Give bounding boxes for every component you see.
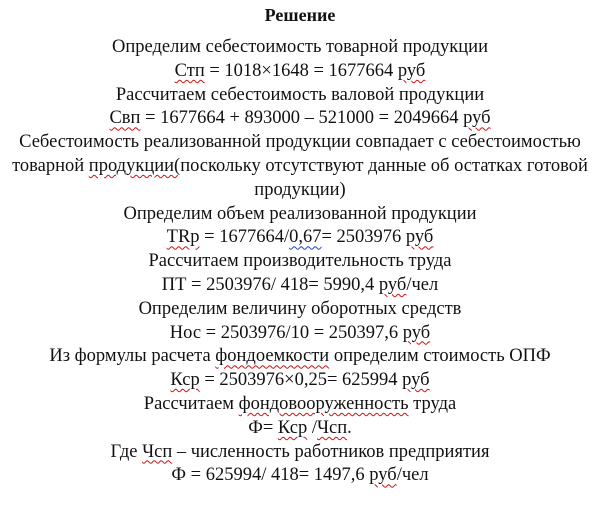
text-line bbox=[0, 250, 600, 273]
text-line bbox=[0, 298, 600, 321]
text-line bbox=[0, 441, 600, 464]
text-run: Ф = 625994/ 418= 1497,6 bbox=[171, 465, 370, 486]
spellcheck-word: 0,67 bbox=[289, 227, 322, 248]
spellcheck-word: продукции( bbox=[88, 156, 181, 176]
text-run: Где bbox=[110, 441, 143, 462]
spellcheck-word: TRр bbox=[166, 227, 200, 248]
text-run: Определим себестоимость товарной продукции bbox=[112, 37, 488, 57]
section-title: Решение bbox=[264, 5, 336, 25]
text-run: / bbox=[307, 417, 318, 438]
text-run: /чел bbox=[406, 275, 439, 295]
spellcheck-word: Свп bbox=[109, 108, 141, 129]
spellcheck-word: руб bbox=[378, 275, 407, 295]
text-line bbox=[0, 60, 600, 83]
spellcheck-word: руб bbox=[402, 322, 431, 343]
text-line bbox=[0, 345, 600, 368]
spellcheck-word: фондоемкости bbox=[215, 346, 330, 367]
text-run: Себестоимость реализованной продукции совпадает с себестоимостью bbox=[19, 132, 581, 153]
spellcheck-word: Стп bbox=[174, 60, 205, 81]
text-run: Рассчитаем себестоимость валовой продукции bbox=[115, 84, 485, 105]
spellcheck-word: руб bbox=[463, 108, 491, 129]
spellcheck-word: руб bbox=[397, 60, 426, 81]
spellcheck-word: Кср bbox=[277, 417, 308, 438]
spellcheck-word: руб bbox=[402, 370, 430, 391]
text-line bbox=[0, 84, 600, 107]
text-run: труда bbox=[408, 394, 457, 414]
text-run: . bbox=[347, 417, 352, 438]
text-run: Определим величину оборотных средств bbox=[138, 298, 462, 319]
spellcheck-word: руб bbox=[369, 465, 397, 486]
text-run: Ф= bbox=[248, 417, 278, 438]
text-line bbox=[0, 393, 600, 416]
text-line bbox=[0, 36, 600, 59]
text-run: = 1018×1648 = 1677664 bbox=[204, 60, 398, 81]
text-run: поскольку отсутствуют данные об остатках готовой bbox=[180, 156, 588, 176]
text-line bbox=[0, 131, 600, 154]
spellcheck-word: Кср bbox=[170, 370, 200, 391]
text-run: определим стоимость ОПФ bbox=[329, 346, 551, 367]
text-line bbox=[0, 274, 600, 297]
text-run: товарной bbox=[12, 156, 89, 176]
spellcheck-word: Чсп bbox=[142, 441, 173, 462]
text-run: продукции) bbox=[254, 179, 346, 200]
text-run: Рассчитаем производительность труда bbox=[148, 251, 452, 272]
text-line bbox=[0, 464, 600, 487]
text-line bbox=[0, 179, 600, 202]
text-run: = 2503976×0,25= 625994 bbox=[199, 370, 403, 391]
text-run: /чел bbox=[396, 465, 429, 486]
text-line bbox=[0, 369, 600, 392]
text-run: = 2503976 bbox=[321, 227, 406, 248]
text-line bbox=[0, 417, 600, 440]
text-line bbox=[0, 322, 600, 345]
spellcheck-word: фондовооруженность bbox=[238, 394, 409, 414]
text-run: Определим объем реализованной продукции bbox=[123, 203, 477, 224]
text-run: Нос = 2503976/10 = 250397,6 bbox=[169, 322, 403, 343]
text-line bbox=[0, 226, 600, 249]
text-run: = 1677664 + 893000 – 521000 = 2049664 bbox=[140, 108, 464, 129]
spellcheck-word: Чсп bbox=[317, 417, 348, 438]
text-run: Рассчитаем bbox=[143, 394, 239, 414]
text-line bbox=[0, 155, 600, 178]
text-line bbox=[0, 107, 600, 130]
text-run: = 1677664/ bbox=[199, 227, 290, 248]
text-line bbox=[0, 203, 600, 226]
spellcheck-word: руб bbox=[405, 227, 434, 248]
text-run: – численность работников предприятия bbox=[172, 441, 490, 462]
text-run: ПТ = 2503976/ 418= 5990,4 bbox=[161, 275, 379, 295]
text-run: Из формулы расчета bbox=[49, 346, 216, 367]
